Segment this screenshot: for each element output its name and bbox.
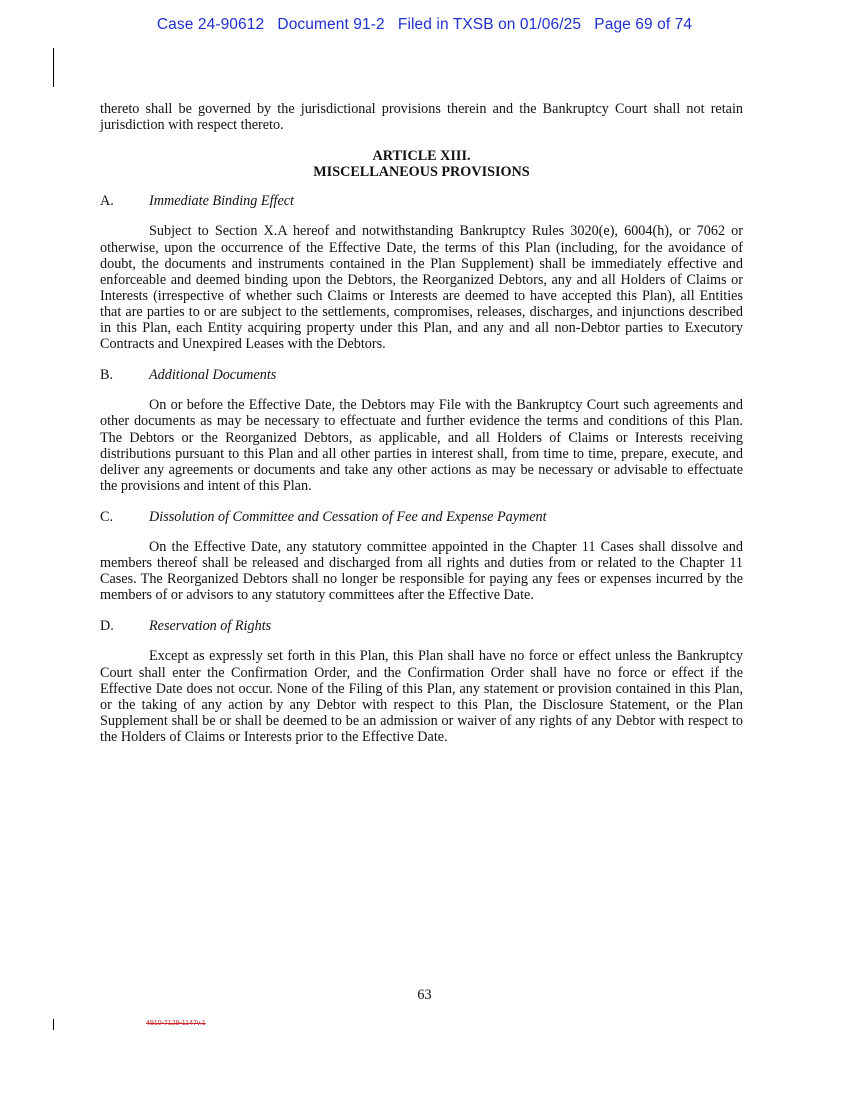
section-letter: B. xyxy=(100,367,114,384)
section-body: Subject to Section X.A hereof and notwithstanding Bankruptcy Rules 3020(e), 6004(h), or 7062 or otherwise, upon the occurrence of the Effective Date, the terms of this Plan (including, for the avoidance of doubt, the documents and instruments contained in the Plan Supplement) shall be immediately effective and enforceable and deemed binding upon the Debtors, the Reorganized Debtors, any and all Holders of Claims or Interests (irrespective of whether such Claims or Interests are deemed to have accepted this Plan), all Entities that are parties to or are subject to the settlements, compromises, releases, discharges, and injunctions described in this Plan, each Entity acquiring property under this Plan, and any and all non-Debtor parties to Executory Contracts and Unexpired Leases with the Debtors. xyxy=(100,223,743,353)
section-body: On the Effective Date, any statutory committee appointed in the Chapter 11 Cases shall dissolve and members thereof shall be released and discharged from all rights and duties from or related to the Chapter 11 Cases. The Reorganized Debtors shall no longer be responsible for paying any fees or expenses incurred by the members of or advisors to any statutory committees after the Effective Date. xyxy=(100,538,743,604)
section-d xyxy=(100,618,743,745)
document-body xyxy=(100,101,743,760)
revision-change-bar-top xyxy=(53,48,54,87)
section-heading xyxy=(100,509,743,525)
section-c xyxy=(100,509,743,603)
page-number: 63 xyxy=(417,987,432,1003)
section-body: On or before the Effective Date, the Debtors may File with the Bankruptcy Court such agreements and other documents as may be necessary to effectuate and further evidence the terms and conditions of this Plan. The Debtors or the Reorganized Debtors, as applicable, and all Holders of Claims or Interests receiving distributions pursuant to this Plan and all other parties in interest shall, from time to time, prepare, execute, and deliver any agreements or documents and take any other actions as may be necessary or advisable to effectuate the provisions and intent of this Plan. xyxy=(100,397,743,494)
section-title: Additional Documents xyxy=(149,367,277,384)
section-heading xyxy=(100,618,743,634)
section-letter: A. xyxy=(100,193,114,210)
section-a xyxy=(100,193,743,352)
section-body: Except as expressly set forth in this Plan, this Plan shall have no force or effect unless the Bankruptcy Court shall enter the Confirmation Order, and the Confirmation Order shall have no force or effect if the Effective Date does not occur. None of the Filing of this Plan, any statement or provision contained in this Plan, or the taking of any action by any Debtor with respect to this Plan, the Disclosure Statement, or the Plan Supplement shall be or shall be deemed to be an admission or waiver of any rights of any Debtor with respect to the Holders of Claims or Interests prior to the Effective Date. xyxy=(100,648,743,745)
revision-change-bar-bottom xyxy=(53,1019,54,1030)
section-letter: D. xyxy=(100,618,114,635)
section-heading xyxy=(100,367,743,383)
continued-paragraph: thereto shall be governed by the jurisdictional provisions therein and the Bankruptcy Court shall not retain jurisdiction with respect thereto. xyxy=(100,101,743,134)
article-number: ARTICLE XIII. xyxy=(372,148,471,165)
section-title: Dissolution of Committee and Cessation of Fee and Expense Payment xyxy=(149,508,547,525)
section-title: Reservation of Rights xyxy=(149,618,272,635)
section-letter: C. xyxy=(100,508,114,525)
section-heading xyxy=(100,193,743,209)
section-title: Immediate Binding Effect xyxy=(149,193,294,210)
section-b xyxy=(100,367,743,494)
article-heading xyxy=(100,148,743,180)
document-id-footer: 4910-7129-1147v.1 xyxy=(146,1020,206,1027)
court-filing-stamp: Case 24-90612 Document 91-2 Filed in TXSB on 01/06/25 Page 69 of 74 xyxy=(156,16,693,33)
article-title: MISCELLANEOUS PROVISIONS xyxy=(313,164,530,181)
